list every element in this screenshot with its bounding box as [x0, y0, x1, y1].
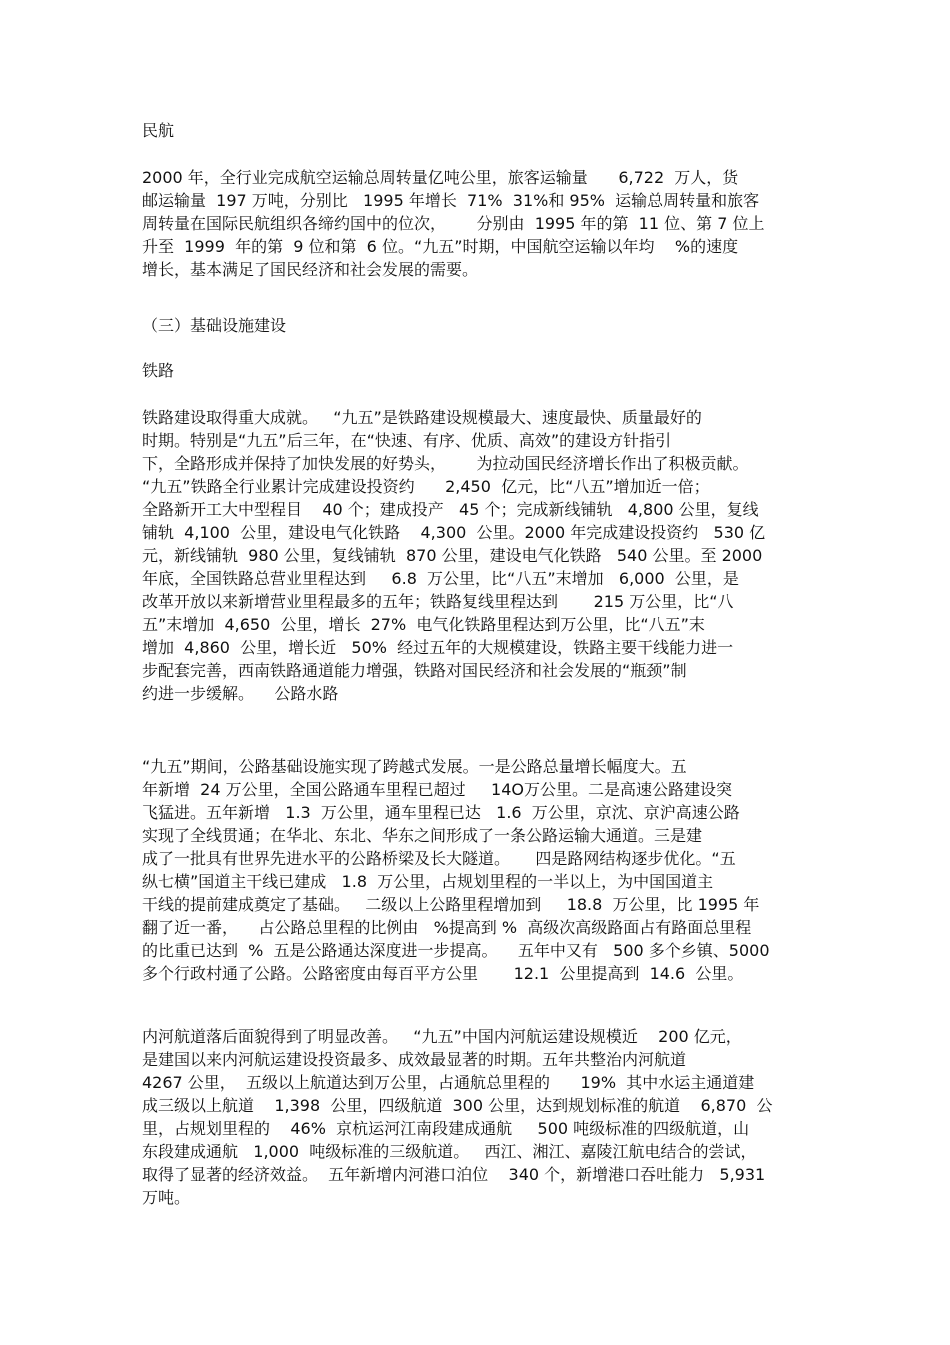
- paragraph-line: 成三级以上航道 1,398 公里，四级航道 300 公里，达到规划标准的航道 6,870 公: [142, 1096, 773, 1115]
- paragraph-line: 升至 1999 年的第 9 位和第 6 位。“九五”时期，中国航空运输以年均 %的速度: [142, 237, 739, 256]
- paragraph-line: 的比重已达到 % 五是公路通达深度进一步提高。 五年中又有 500 多个乡镇、5000: [142, 941, 770, 960]
- paragraph-line: 成了一批具有世界先进水平的公路桥梁及长大隧道。 四是路网结构逐步优化。“五: [142, 849, 736, 868]
- paragraph-line: 2000 年，全行业完成航空运输总周转量亿吨公里，旅客运输量 6,722 万人，货: [142, 168, 739, 187]
- paragraph-line: 干线的提前建成奠定了基础。 二级以上公路里程增加到 18.8 万公里，比 1995 年: [142, 895, 760, 914]
- paragraph-line: 下，全路形成并保持了加快发展的好势头， 为拉动国民经济增长作出了积极贡献。: [142, 454, 749, 473]
- paragraph-line: 年底，全国铁路总营业里程达到 6.8 万公里，比“八五”末增加 6,000 公里，是: [142, 569, 739, 588]
- civil-aviation-heading: 民航: [142, 121, 175, 140]
- paragraph-line: 五”末增加 4,650 公里，增长 27% 电气化铁路里程达到万公里，比“八五”末: [142, 615, 705, 634]
- railway-paragraph: [142, 406, 822, 705]
- paragraph-line: 约进一步缓解。 公路水路: [142, 684, 339, 703]
- infrastructure-heading: （三）基础设施建设: [142, 316, 287, 335]
- civil-aviation-paragraph: [142, 166, 822, 281]
- paragraph-line: 东段建成通航 1,000 吨级标准的三级航道。 西江、湘江、嘉陵江航电结合的尝试，: [142, 1142, 757, 1161]
- paragraph-line: 增加 4,860 公里，增长近 50% 经过五年的大规模建设，铁路主要干线能力进一: [142, 638, 734, 657]
- paragraph-line: 取得了显著的经济效益。 五年新增内河港口泊位 340 个，新增港口吞吐能力 5,931: [142, 1165, 766, 1184]
- paragraph-line: 步配套完善，西南铁路通道能力增强，铁路对国民经济和社会发展的“瓶颈”制: [142, 661, 687, 680]
- paragraph-line: 邮运输量 197 万吨，分别比 1995 年增长 71% 31%和 95% 运输总周转量和旅客: [142, 191, 760, 210]
- paragraph-line: 纵七横”国道主干线已建成 1.8 万公里，占规划里程的一半以上，为中国国道主: [142, 872, 714, 891]
- paragraph-line: 元，新线铺轨 980 公里，复线铺轨 870 公里，建设电气化铁路 540 公里。至 2000: [142, 546, 763, 565]
- paragraph-line: 全路新开工大中型程目 40 个；建成投产 45 个；完成新线铺轨 4,800 公里，复线: [142, 500, 759, 519]
- paragraph-line: 增长，基本满足了国民经济和社会发展的需要。: [142, 260, 479, 279]
- paragraph-line: 内河航道落后面貌得到了明显改善。 “九五”中国内河航运建设规模近 200 亿元，: [142, 1027, 742, 1046]
- paragraph-line: 翻了近一番， 占公路总里程的比例由 %提高到 % 高级次高级路面占有路面总里程: [142, 918, 752, 937]
- paragraph-line: 铁路建设取得重大成就。 “九五”是铁路建设规模最大、速度最快、质量最好的: [142, 408, 702, 427]
- paragraph-line: 是建国以来内河航运建设投资最多、成效最显著的时期。五年共整治内河航道: [142, 1050, 687, 1069]
- paragraph-line: 时期。特别是“九五”后三年，在“快速、有序、优质、高效”的建设方针指引: [142, 431, 672, 450]
- paragraph-line: 年新增 24 万公里，全国公路通车里程已超过 14O万公里。二是高速公路建设突: [142, 780, 733, 799]
- paragraph-line: “九五”铁路全行业累计完成建设投资约 2,450 亿元，比“八五”增加近一倍；: [142, 477, 710, 496]
- paragraph-line: 飞猛进。五年新增 1.3 万公里，通车里程已达 1.6 万公里，京沈、京沪高速公路: [142, 803, 740, 822]
- paragraph-line: 改革开放以来新增营业里程最多的五年；铁路复线里程达到 215 万公里，比“八: [142, 592, 734, 611]
- highway-paragraph: [142, 755, 822, 985]
- paragraph-line: 万吨。: [142, 1188, 191, 1207]
- paragraph-line: 多个行政村通了公路。公路密度由每百平方公里 12.1 公里提高到 14.6 公里。: [142, 964, 744, 983]
- paragraph-line: 周转量在国际民航组织各缔约国中的位次， 分别由 1995 年的第 11 位、第 7 位上: [142, 214, 765, 233]
- waterway-paragraph: [142, 1025, 822, 1209]
- paragraph-line: “九五”期间，公路基础设施实现了跨越式发展。一是公路总量增长幅度大。五: [142, 757, 687, 776]
- paragraph-line: 铺轨 4,100 公里，建设电气化铁路 4,300 公里。2000 年完成建设投资约 530 亿: [142, 523, 766, 542]
- railway-heading: 铁路: [142, 361, 175, 380]
- paragraph-line: 4267 公里， 五级以上航道达到万公里，占通航总里程的 19% 其中水运主通道建: [142, 1073, 755, 1092]
- paragraph-line: 实现了全线贯通；在华北、东北、华东之间形成了一条公路运输大通道。三是建: [142, 826, 703, 845]
- paragraph-line: 里，占规划里程的 46% 京杭运河江南段建成通航 500 吨级标准的四级航道，山: [142, 1119, 750, 1138]
